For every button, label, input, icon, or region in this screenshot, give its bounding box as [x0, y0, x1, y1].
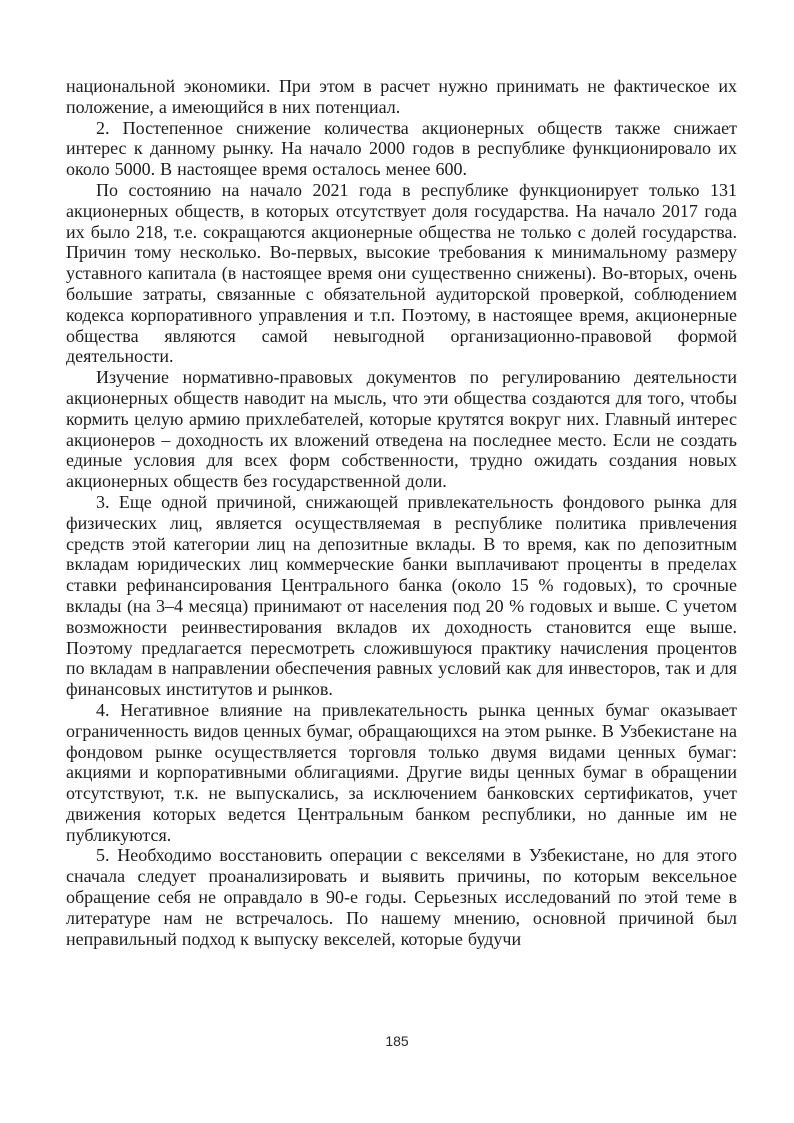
paragraph-4: Изучение нормативно-правовых документов по регулированию деятельности акционерных обществ наводит на мысль, что эти общества создаются для того, чтобы кормить целую армию прихлебателей, которые крутятся вокруг них. Главный интерес акционеров – доходность их вложений отведена на последнее место. Если не создать единые условия для всех форм собственности, трудно ожидать создания новых акционерных обществ без государственной доли.	[66, 367, 737, 492]
paragraph-6: 4. Негативное влияние на привлекательность рынка ценных бумаг оказывает ограниченность видов ценных бумаг, обращающихся на этом рынке. В Узбекистане на фондовом рынке осуществляется торговля только двумя видами ценных бумаг: акциями и корпоративными облигациями. Другие виды ценных бумаг в обращении отсутствуют, т.к. не выпускались, за исключением банковских сертификатов, учет движения которых ведется Центральным банком республики, но данные им не публикуются.	[66, 699, 737, 845]
paragraph-2: 2. Постепенное снижение количества акционерных обществ также снижает интерес к данному рынку. На начало 2000 годов в республике функционировало их около 5000. В настоящее время осталось менее 600.	[66, 117, 737, 180]
paragraph-1: национальной экономики. При этом в расчет нужно принимать не фактическое их положение, а имеющийся в них потенциал.	[66, 76, 737, 117]
paragraph-5: 3. Еще одной причиной, снижающей привлекательность фондового рынка для физических лиц, является осуществляемая в республике политика привлечения средств этой категории лиц на депозитные вклады. В то время, как по депозитным вкладам юридических лиц коммерческие банки выплачивают проценты в пределах ставки рефинансирования Центрального банка (около 15 % годовых), то срочные вклады (на 3–4 месяца) принимают от населения под 20 % годовых и выше. С учетом возможности реинвестирования вкладов их доходность становится еще выше. Поэтому предлагается пересмотреть сложившуюся практику начисления процентов по вкладам в направлении обеспечения равных условий как для инвесторов, так и для финансовых институтов и рынков.	[66, 491, 737, 700]
paragraph-3: По состоянию на начало 2021 года в республике функционирует только 131 акционерных обществ, в которых отсутствует доля государства. На начало 2017 года их было 218, т.е. сокращаются акционерные общества не только с долей государства. Причин тому несколько. Во-первых, высокие требования к минимальному размеру уставного капитала (в настоящее время они существенно снижены). Во-вторых, очень большие затраты, связанные с обязательной аудиторской проверкой, соблюдением кодекса корпоративного управления и т.п. Поэтому, в настоящее время, акционерные общества являются самой невыгодной организационно-правовой формой деятельности.	[66, 179, 737, 367]
paragraph-7: 5. Необходимо восстановить операции с векселями в Узбекистане, но для этого сначала следует проанализировать и выявить причины, по которым вексельное обращение себя не оправдало в 90-е годы. Серьезных исследований по этой теме в литературе нам не встречалось. По нашему мнению, основной причиной был неправильный подход к выпуску векселей, которые будучи	[66, 845, 737, 949]
page-number: 185	[385, 1033, 409, 1049]
page-body	[66, 76, 737, 949]
